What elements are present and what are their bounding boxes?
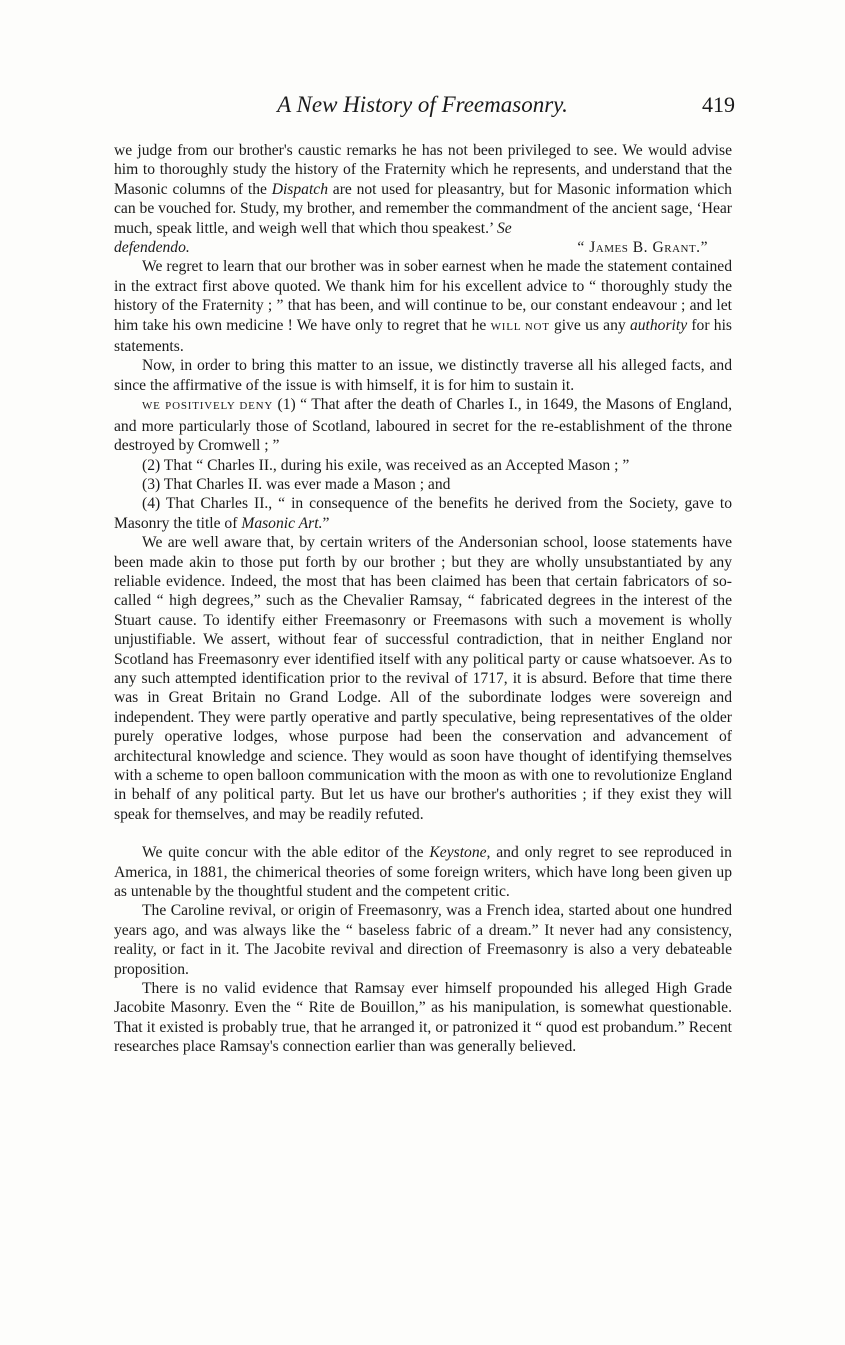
denial-item-2: (2) That “ Charles II., during his exile, was received as an Accepted Mason ; ”	[142, 456, 630, 474]
masonic-art-title: Masonic Art.	[241, 514, 323, 532]
reply-text-a: We regret to learn that our brother was in sober earnest when he made the statement contained in the extract first above quoted. We thank him for his excellent advice to “ thoroughly study the history of the Fraternity ; ” that has been, and will continue to be, our constant endeavour ; and let him take his own medicine ! We have only to regret that he	[114, 258, 732, 334]
will-not-emphasis: WILL NOT	[490, 320, 550, 333]
reply-paragraph-2: Now, in order to bring this matter to an issue, we distinctly traverse all his alleged facts, and since the affirmative of the issue is with himself, it is for him to sustain it.	[114, 357, 732, 394]
letter-text-a: we judge from our brother's caustic remarks he has not been privileged to see. We would advise him to thoroughly study the history of the Fraternity which he represents, and understand that the Masonic columns of the	[114, 142, 732, 198]
running-title: A New History of Freemasonry.	[277, 92, 568, 117]
item4-text-a: (4) That Charles II., “ in consequence of the benefits he derived from the Society, gave to Masonry the title of	[114, 495, 732, 532]
denial-item-3: (3) That Charles II. was ever made a Mason ; and	[142, 475, 451, 493]
commentary-paragraph-2: The Caroline revival, or origin of Freemasonry, was a French idea, started about one hundred years ago, and was always like the “ baseless fabric of a dream.” It never had any consistency, reality, or fact in it. The Jacobite revival and direction of Freemasonry is also a very debateable proposition.	[114, 902, 732, 978]
page-body	[114, 141, 732, 1057]
latin-motto: defendendo.	[114, 239, 190, 257]
denial-item-1: (1) “ That after the death of Charles I., in 1649, the Masons of England, and more particularly those of Scotland, laboured in secret for the re-establishment of the throne destroyed by Cromwell ; ”	[114, 396, 732, 455]
letter-signature: “ James B. Grant.”	[577, 239, 708, 257]
denial-item-4	[114, 494, 732, 533]
denial-paragraph	[114, 395, 732, 455]
item4-text-b: ”	[322, 514, 330, 532]
letter-paragraph	[114, 141, 732, 238]
reply-text-c: for his statements.	[114, 316, 732, 356]
dispatch-title: Dispatch	[271, 180, 328, 198]
authority-emphasis: authority	[629, 316, 688, 334]
reply-text-b: give us any	[549, 316, 630, 334]
page-number: 419	[702, 92, 735, 117]
letter-text-b: are not used for pleasantry, but for Masonic information which can be vouched for. Study, my brother, and remember the commandment of the ancient sage, ‘Hear much, speak little, and weigh well that which thou speakest.’	[114, 180, 732, 237]
keystone-title: Keystone,	[429, 844, 491, 862]
latin-se: Se	[496, 219, 512, 237]
commentary-paragraph-1	[114, 843, 732, 901]
commentary-paragraph-3: There is no valid evidence that Ramsay ever himself propounded his alleged High Grade Jacobite Masonry. Even the “ Rite de Bouillon,” as his manipulation, is somewhat questionable. That it existed is probably true, that he arranged it, or patronized it “ quod est probandum.” Recent researches place Ramsay's connection earlier than was generally believed.	[114, 980, 732, 1056]
reply-paragraph-1	[114, 257, 732, 356]
page-header	[115, 92, 735, 126]
commentary-text-b: and only regret to see reproduced in America, in 1881, the chimerical theories of some foreign writers, which have long been given up as untenable by the thoughtful student and the competent critic.	[114, 844, 732, 901]
denial-emphasis: POSITIVELY DENY	[165, 400, 274, 413]
commentary-text-a: We quite concur with the able editor of the	[142, 844, 430, 862]
letter-signature-line	[114, 238, 732, 257]
denial-we: WE	[142, 400, 161, 413]
reply-paragraph-3: We are well aware that, by certain writers of the Andersonian school, loose statements have been made akin to those put forth by our brother ; but they are wholly unsubstantiated by any reliable evidence. Indeed, the most that has been claimed has been that certain fabricators of so-called “ high degrees,” such as the Chevalier Ramsay, “ fabricated degrees in the interest of the Stuart cause. To identify either Freemasonry or Freemasons with such a movement is wholly unjustifiable. We assert, without fear of successful contradiction, that in neither England nor Scotland has Freemasonry ever identified itself with any political party or cause whatsoever. As to any such attempted identification prior to the revival of 1717, it is absurd. Before that time there was in Great Britain no Grand Lodge. All of the subordinate lodges were sovereign and independent. They were partly operative and partly speculative, being representatives of the older purely operative lodges, whose purpose had been the conservation and advancement of architectural knowledge and science. They would as soon have thought of identifying themselves with a scheme to open balloon communication with the moon as with one to revolutionize England in behalf of any political party. But let us have our brother's authorities ; if they exist they will speak for themselves, and may be readily refuted.	[114, 534, 732, 823]
